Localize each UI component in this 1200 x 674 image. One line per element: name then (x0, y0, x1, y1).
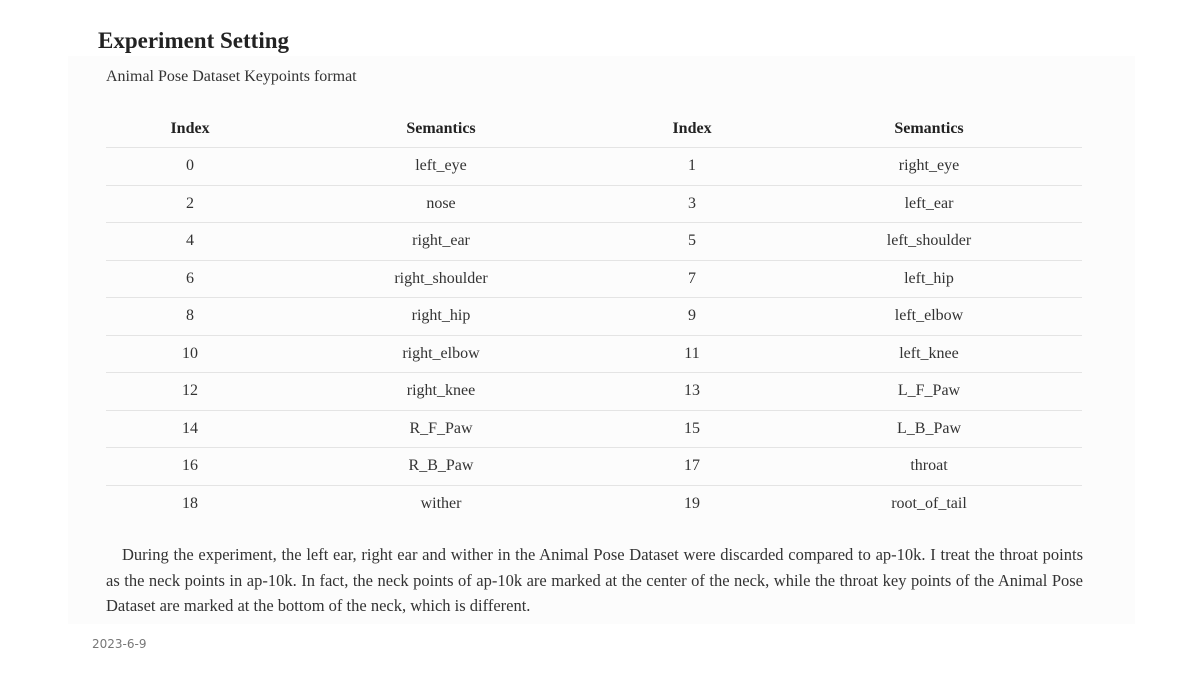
cell-index-2: 19 (684, 494, 700, 512)
cell-semantics-1: right_elbow (274, 335, 608, 373)
cell-semantics-2: left_hip (776, 260, 1082, 298)
header-semantics-2: Semantics (776, 110, 1082, 148)
cell-index-2: 11 (608, 335, 776, 373)
cell-index-2: 13 (608, 373, 776, 411)
cell-semantics-1: right_shoulder (274, 260, 608, 298)
cell-semantics-1: left_eye (274, 148, 608, 186)
cell-semantics-1: right_hip (274, 298, 608, 336)
table-header-row (106, 110, 1082, 148)
table-row (106, 373, 1082, 411)
cell-semantics-2: right_eye (776, 148, 1082, 186)
table-row (106, 410, 1082, 448)
cell-index-2: 15 (608, 410, 776, 448)
cell-semantics-2: left_knee (776, 335, 1082, 373)
table-body (106, 148, 1082, 523)
cell-semantics-1: R_F_Paw (274, 410, 608, 448)
cell-index-1: 16 (106, 448, 274, 486)
cell-semantics-2: throat (776, 448, 1082, 486)
cell-index-2: 9 (608, 298, 776, 336)
table-row (106, 223, 1082, 261)
keypoints-table (106, 110, 1082, 522)
cell-semantics-2: L_B_Paw (776, 410, 1082, 448)
cell-semantics-2: left_elbow (776, 298, 1082, 336)
cell-index-1: 6 (106, 260, 274, 298)
body-paragraph: During the experiment, the left ear, right ear and wither in the Animal Pose Dataset were discarded compared to ap-10k. I treat the throat points as the neck points in ap-10k. In fact, the neck points of ap-10k are marked at the center of the neck, while the throat key points of the Animal Pose Dataset are marked at the bottom of the neck, which is different. (106, 545, 1083, 615)
cell-index-1: 4 (106, 223, 274, 261)
cell-index-1: 18 (182, 494, 198, 512)
cell-semantics-1: right_ear (274, 223, 608, 261)
cell-index-1: 2 (106, 185, 274, 223)
table-row (106, 298, 1082, 336)
table-row (106, 185, 1082, 223)
header-index-1: Index (106, 110, 274, 148)
cell-index-2: 7 (608, 260, 776, 298)
cell-index-1: 12 (106, 373, 274, 411)
cell-semantics-2: root_of_tail (891, 494, 967, 512)
cell-index-2: 1 (608, 148, 776, 186)
cell-index-1: 0 (106, 148, 274, 186)
cell-index-1: 10 (106, 335, 274, 373)
cell-index-2: 17 (608, 448, 776, 486)
cell-index-1: 14 (106, 410, 274, 448)
cell-semantics-1: right_knee (274, 373, 608, 411)
table-row (106, 485, 1082, 522)
table-row (106, 335, 1082, 373)
cell-semantics-2: L_F_Paw (776, 373, 1082, 411)
post-date: 2023-6-9 (92, 637, 147, 651)
table-caption: Animal Pose Dataset Keypoints format (106, 68, 357, 85)
header-index-2: Index (608, 110, 776, 148)
cell-semantics-1: R_B_Paw (274, 448, 608, 486)
cell-semantics-2: left_shoulder (776, 223, 1082, 261)
table-row (106, 260, 1082, 298)
table-row (106, 448, 1082, 486)
section-heading: Experiment Setting (98, 28, 290, 53)
cell-index-2: 3 (608, 185, 776, 223)
cell-semantics-1: nose (274, 185, 608, 223)
cell-semantics-2: left_ear (776, 185, 1082, 223)
cell-index-1: 8 (106, 298, 274, 336)
header-semantics-1: Semantics (274, 110, 608, 148)
cell-semantics-1: wither (420, 494, 462, 512)
cell-index-2: 5 (608, 223, 776, 261)
table-row (106, 148, 1082, 186)
